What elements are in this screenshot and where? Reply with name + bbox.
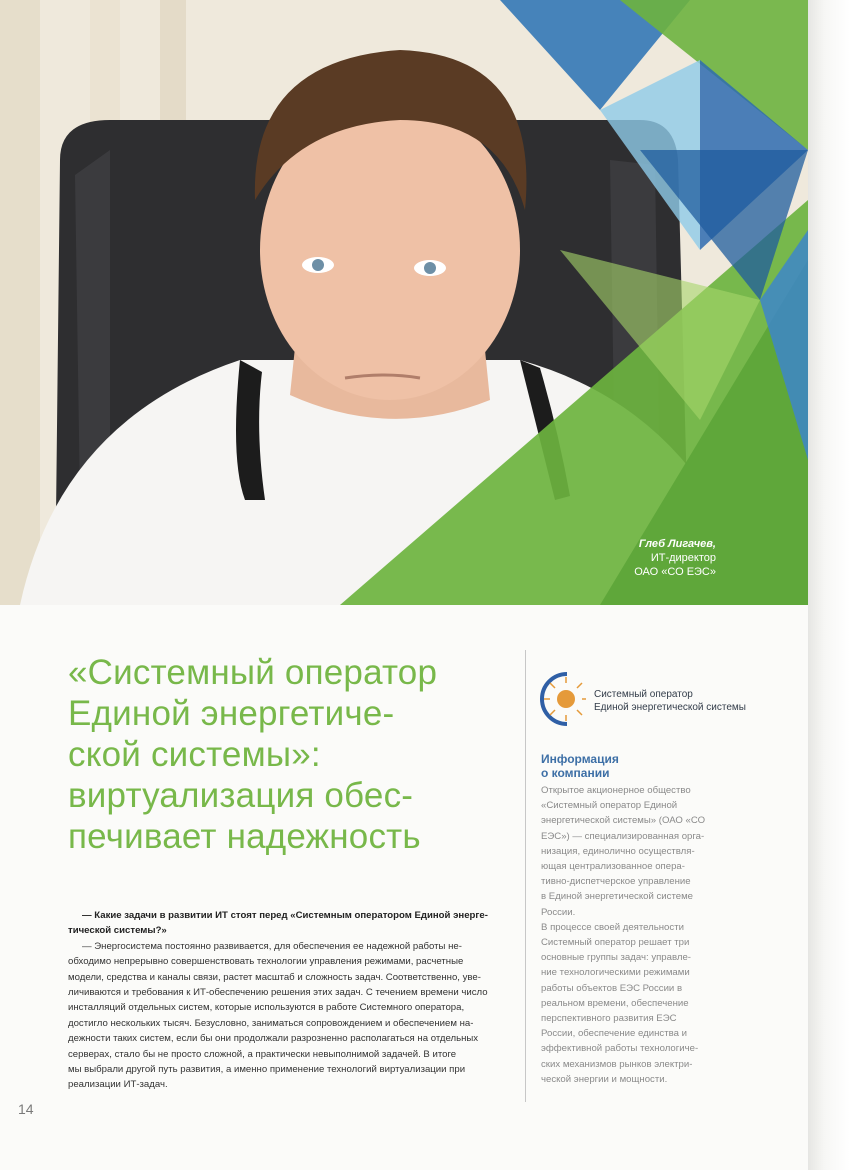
- caption-role: ИТ-директор: [650, 552, 716, 564]
- logo-line-1: Системный оператор: [594, 689, 693, 700]
- answer-line: личиваются и требования к ИТ-обеспечению решения этих задач. С течением времени число: [68, 987, 488, 999]
- caption-name: Глеб Лигачев,: [638, 538, 716, 550]
- answer-line: реализации ИТ-задач.: [68, 1079, 168, 1091]
- answer-line: достигло нескольких тысяч. Безусловно, заниматься сопровождением и обеспечением на-: [68, 1017, 474, 1029]
- company-logo-icon: [537, 670, 587, 728]
- sidebar-line: ющая централизованное опера-: [541, 861, 685, 873]
- sidebar-line: ческой энергии и мощности.: [541, 1073, 668, 1085]
- sidebar-line: перспективного развития ЕЭС: [541, 1013, 677, 1025]
- headline-line: «Системный оператор: [68, 653, 438, 692]
- sidebar-line: Открытое акционерное общество: [541, 785, 691, 796]
- portrait-illustration: [0, 0, 808, 605]
- answer-line: — Энергосистема постоянно развивается, для обеспечения ее надежной работы не-: [82, 940, 462, 952]
- answer-line: дежности таких систем, если бы они продолжали разрозненно располагаться на отдельных: [68, 1033, 479, 1045]
- sidebar-title-line: о компании: [541, 766, 610, 780]
- headline-line: ской системы»:: [68, 735, 321, 774]
- question-line: тической системы?»: [68, 925, 167, 937]
- sidebar-body: [541, 783, 741, 1087]
- article-body: [68, 908, 508, 1093]
- headline-line: печивает надежность: [68, 817, 421, 856]
- sidebar-title: [541, 752, 619, 780]
- portrait-photo: [0, 0, 808, 605]
- sidebar-line: ских механизмов рынков электри-: [541, 1058, 693, 1070]
- article-headline: [68, 652, 518, 857]
- sidebar-line: России.: [541, 906, 576, 918]
- photo-caption: [634, 537, 716, 579]
- sidebar-line: в Единой энергетической системе: [541, 891, 694, 903]
- answer-line: модели, средства и каналы связи, растет масштаб и сложность задач. Соответственно, уве-: [68, 971, 481, 983]
- sidebar-title-line: Информация: [541, 752, 619, 766]
- sidebar-line: энергетической системы» (ОАО «СО: [541, 815, 706, 827]
- sidebar-line: Системный оператор решает три: [541, 937, 690, 949]
- answer-line: обходимо непрерывно совершенствовать технологии управления режимами, расчетные: [68, 956, 464, 968]
- headline-line: Единой энергетиче-: [68, 694, 395, 733]
- page-number: 14: [18, 1101, 34, 1117]
- answer-line: мы выбрали другой путь развития, а именно применение технологий виртуализации при: [68, 1064, 466, 1076]
- question-line: — Какие задачи в развитии ИТ стоят перед «Системным оператором Единой энерге-: [82, 910, 488, 921]
- company-logo-text: [594, 688, 746, 714]
- sidebar-line: основные группы задач: управле-: [541, 952, 691, 964]
- sidebar-line: ние технологическими режимами: [541, 967, 690, 979]
- sidebar-line: низация, единолично осуществля-: [541, 845, 695, 857]
- headline-line: виртуализация обес-: [68, 776, 414, 815]
- answer-line: инсталляций отдельных систем, которые используются в работе Системного оператора,: [68, 1002, 465, 1014]
- sidebar-line: эффективной работы технологиче-: [541, 1043, 699, 1055]
- sidebar-line: В процессе своей деятельности: [541, 921, 684, 933]
- sidebar-line: «Системный оператор Единой: [541, 800, 678, 812]
- sidebar-line: ЕЭС») — специализированная орга-: [541, 830, 705, 842]
- sidebar-line: реальном времени, обеспечение: [541, 997, 689, 1009]
- sidebar-line: России, обеспечение единства и: [541, 1028, 687, 1040]
- logo-line-2: Единой энергетической системы: [594, 702, 746, 713]
- caption-company: ОАО «СО ЕЭС»: [634, 566, 716, 578]
- sidebar-line: тивно-диспетчерское управление: [541, 876, 691, 888]
- sidebar-line: работы объектов ЕЭС России в: [541, 982, 683, 994]
- column-divider: [525, 650, 526, 1102]
- answer-line: серверах, стало бы не просто сложной, а практически невыполнимой задачей. В итоге: [68, 1048, 457, 1060]
- page-spine: [808, 0, 850, 1170]
